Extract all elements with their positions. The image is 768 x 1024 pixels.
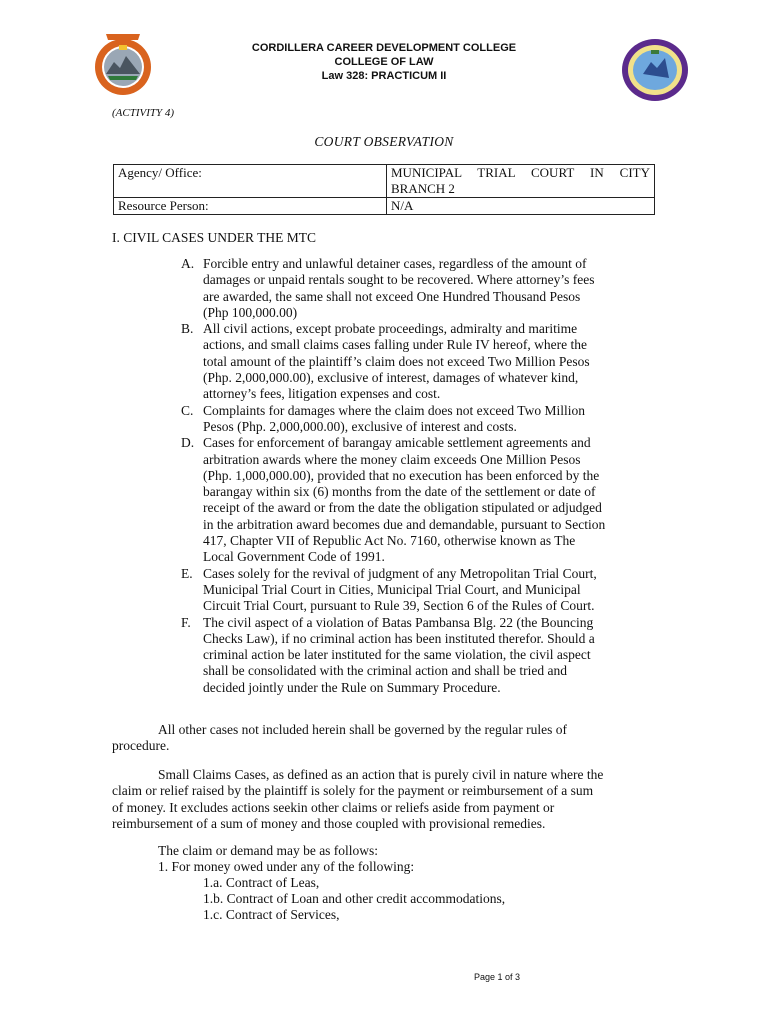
agency-label: Agency/ Office: bbox=[114, 165, 387, 198]
item-line: The civil aspect of a violation of Batas Pambansa Blg. 22 (the Bouncing bbox=[203, 614, 594, 630]
item-letter: E. bbox=[181, 565, 193, 581]
paragraph-line: All other cases not included herein shall be governed by the regular rules of bbox=[158, 722, 567, 737]
page-title: COURT OBSERVATION bbox=[314, 134, 454, 149]
college-name: CORDILLERA CAREER DEVELOPMENT COLLEGE bbox=[251, 42, 517, 54]
page-number: Page 1 of 3 bbox=[474, 972, 521, 982]
list-item bbox=[181, 403, 657, 436]
item-line: Circuit Trial Court, pursuant to Rule 39, Section 6 of the Rules of Court. bbox=[203, 598, 595, 614]
item-letter: A. bbox=[181, 256, 195, 271]
item-line: Cases solely for the revival of judgment of any Metropolitan Trial Court, bbox=[203, 565, 597, 581]
table-row bbox=[114, 165, 655, 198]
list-item bbox=[181, 435, 657, 565]
sub-item: 1.a. Contract of Leas, bbox=[203, 875, 320, 890]
paragraph-line: procedure. bbox=[112, 738, 170, 754]
table-row bbox=[114, 198, 655, 215]
item-line: arbitration awards where the money claim exceeds One Million Pesos bbox=[203, 451, 581, 467]
item-line: (Php. 1,000,000.00), provided that no execution has been enforced by the bbox=[203, 467, 600, 483]
agency-value bbox=[387, 165, 655, 198]
item-line: criminal action be later instituted for the same violation, the civil aspect bbox=[203, 647, 591, 663]
item-line: All civil actions, except probate proceedings, admiralty and maritime bbox=[203, 321, 578, 337]
item-line: shall be consolidated with the criminal action and shall be tried and bbox=[203, 663, 568, 679]
item-line: Municipal Trial Court in Cities, Municipal Trial Court, and Municipal bbox=[203, 581, 581, 597]
sub-item: 1.b. Contract of Loan and other credit accommodations, bbox=[203, 891, 506, 906]
item-line: barangay within six (6) months from the date of the settlement or date of bbox=[203, 484, 596, 500]
item-line: are awarded, the same shall not exceed One Hundred Thousand Pesos bbox=[203, 288, 581, 304]
list-item bbox=[181, 256, 657, 321]
info-table bbox=[113, 164, 655, 215]
list-item bbox=[181, 615, 657, 696]
item-line: Pesos (Php. 2,000,000.00), exclusive of interest and costs. bbox=[203, 418, 517, 434]
list-item bbox=[181, 321, 657, 402]
department-name: COLLEGE OF LAW bbox=[334, 56, 434, 68]
resource-person-value: N/A bbox=[387, 198, 655, 215]
list-heading: 1. For money owed under any of the following: bbox=[158, 859, 415, 874]
list-item bbox=[181, 566, 657, 615]
paragraph-small-claims bbox=[112, 767, 658, 832]
paragraph-line: The claim or demand may be as follows: bbox=[158, 843, 379, 858]
item-line: 417, Chapter VII of Republic Act No. 7160, otherwise known as The bbox=[203, 533, 576, 549]
paragraph-line: Small Claims Cases, as defined as an action that is purely civil in nature where the bbox=[158, 767, 604, 782]
activity-label: (ACTIVITY 4) bbox=[112, 107, 175, 119]
item-line: in the arbitration award becomes due and demandable, pursuant to Section bbox=[203, 516, 606, 532]
item-line: Cases for enforcement of barangay amicable settlement agreements and bbox=[203, 435, 591, 451]
item-line: total amount of the plaintiff’s claim does not exceed Two Million Pesos bbox=[203, 353, 590, 369]
paragraph-line: claim or relief raised by the plaintiff is solely for the payment or reimbursement of a sum bbox=[112, 783, 594, 799]
agency-value-line: MUNICIPAL TRIAL COURT IN CITY bbox=[391, 165, 650, 180]
agency-value-line: BRANCH 2 bbox=[391, 181, 455, 196]
item-line: Checks Law), if no criminal action has been instituted therefor. Should a bbox=[203, 630, 595, 646]
paragraph-line: of money. It excludes actions seekin other claims or reliefs aside from payment or bbox=[112, 799, 555, 815]
paragraph-claim-demand bbox=[112, 843, 658, 859]
cases-list bbox=[181, 256, 657, 696]
item-letter: D. bbox=[181, 435, 195, 451]
paragraph-other-cases bbox=[112, 722, 658, 755]
item-line: damages or unpaid rentals sought to be recovered. Where attorney’s fees bbox=[203, 272, 595, 288]
item-letter: C. bbox=[181, 402, 194, 418]
item-line: Forcible entry and unlawful detainer cases, regardless of the amount of bbox=[203, 256, 587, 271]
item-line: (Php 100,000.00) bbox=[203, 304, 298, 320]
resource-person-label: Resource Person: bbox=[114, 198, 387, 215]
item-line: decided jointly under the Rule on Summary Procedure. bbox=[203, 679, 501, 695]
item-line: Complaints for damages where the claim does not exceed Two Million bbox=[203, 402, 585, 418]
item-line: Local Government Code of 1991. bbox=[203, 549, 385, 565]
item-line: receipt of the award or from the date the obligation stipulated or adjudged bbox=[203, 500, 602, 516]
section-heading: I. CIVIL CASES UNDER THE MTC bbox=[112, 230, 317, 245]
item-letter: F. bbox=[181, 614, 191, 630]
item-line: (Php. 2,000,000.00), exclusive of interest, damages of whatever kind, bbox=[203, 370, 579, 386]
item-line: actions, and small claims cases falling under Rule IV hereof, where the bbox=[203, 337, 587, 353]
item-line: attorney’s fees, litigation expenses and cost. bbox=[203, 386, 441, 402]
paragraph-line: reimbursement of a sum of money and those coupled with provisional remedies. bbox=[112, 815, 546, 831]
item-letter: B. bbox=[181, 321, 194, 337]
course-name: Law 328: PRACTICUM II bbox=[321, 70, 447, 82]
sub-item: 1.c. Contract of Services, bbox=[203, 907, 340, 922]
